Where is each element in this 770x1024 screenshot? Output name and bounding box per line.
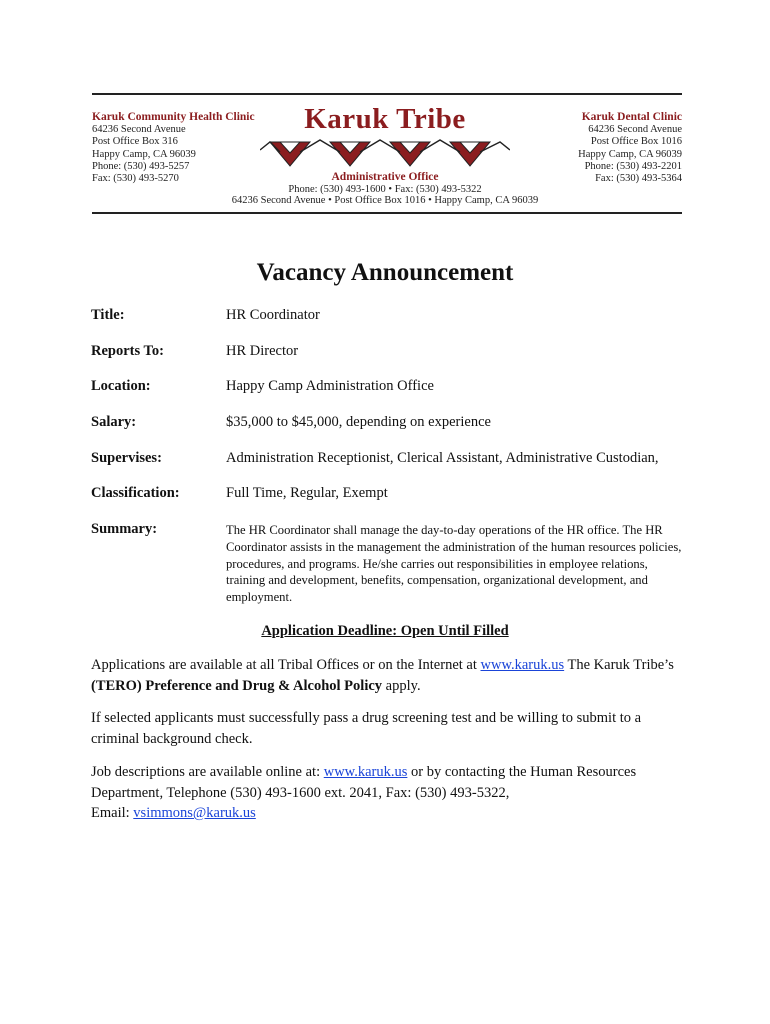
application-deadline: Application Deadline: Open Until Filled (261, 623, 509, 639)
paragraph-text: Applications are available at all Tribal Offices or on the Internet at (91, 657, 481, 673)
tribe-name: Karuk Tribe (304, 103, 466, 135)
administrative-office-name: Administrative Office (331, 171, 439, 183)
address-line: Fax: (530) 493-5270 (92, 173, 179, 185)
location-value: Happy Camp Administration Office (226, 378, 434, 394)
address-line: Happy Camp, CA 96039 (578, 148, 682, 160)
drug-screening-paragraph: If selected applicants must successfully pass a drug screening test and be willing to submit to a criminal background check. (91, 710, 642, 747)
salary-label: Salary: (91, 414, 137, 430)
community-health-clinic-name: Karuk Community Health Clinic (92, 111, 255, 123)
address-line: Post Office Box 316 (92, 136, 178, 148)
reports-to-label: Reports To: (91, 343, 164, 359)
administrative-office-address: 64236 Second Avenue • Post Office Box 1016 • Happy Camp, CA 96039 (231, 195, 539, 206)
title-label: Title: (91, 307, 125, 323)
letterhead-bottom-rule (92, 212, 682, 214)
letterhead-top-rule (92, 93, 682, 95)
applications-paragraph (91, 655, 691, 696)
address-line: 64236 Second Avenue (92, 124, 186, 136)
address-line: Post Office Box 1016 (590, 136, 682, 148)
address-line: 64236 Second Avenue (588, 124, 682, 136)
supervises-label: Supervises: (91, 450, 162, 466)
dental-clinic-name: Karuk Dental Clinic (581, 111, 682, 123)
classification-label: Classification: (91, 485, 180, 501)
address-line: Happy Camp, CA 96039 (92, 148, 196, 160)
dental-clinic-address (578, 111, 682, 185)
paragraph-text: or by contacting the Human Resources Department, Telephone (530) 493-1600 ext. 2041, Fax: (530) 493-5322, (91, 764, 637, 801)
reports-to-value: HR Director (226, 343, 299, 359)
page-title: Vacancy Announcement (256, 259, 514, 286)
hr-email-link[interactable]: vsimmons@karuk.us (133, 805, 256, 821)
summary-text: The HR Coordinator shall manage the day-to-day operations of the HR office. The HR Coordinator assists in the management the administration of the human resources policies, procedures, and programs. He/she carries out responsibilities in employee relations, training and development, benefits, compensation, organizational development, and employment. (226, 523, 682, 605)
tero-policy-text: (TERO) Preference and Drug & Alcohol Policy (91, 677, 383, 694)
karuk-website-link[interactable]: www.karuk.us (480, 657, 565, 673)
location-label: Location: (91, 378, 151, 394)
paragraph-text: The Karuk Tribe’s (564, 657, 674, 673)
email-label: Email: (91, 805, 134, 821)
address-line: Fax: (530) 493-5364 (595, 173, 682, 185)
salary-value: $35,000 to $45,000, depending on experience (226, 414, 491, 430)
title-value: HR Coordinator (226, 307, 320, 323)
karuk-website-link[interactable]: www.karuk.us (323, 764, 408, 780)
basket-pattern-icon (260, 136, 510, 172)
paragraph-text: Job descriptions are available online at: (91, 764, 324, 780)
supervises-value: Administration Receptionist, Clerical Assistant, Administrative Custodian, (226, 450, 659, 466)
summary-label: Summary: (91, 521, 158, 537)
address-line: Phone: (530) 493-2201 (584, 160, 682, 172)
karuk-tribe-logo (250, 104, 520, 172)
paragraph-text: apply. (382, 677, 421, 694)
classification-value: Full Time, Regular, Exempt (226, 485, 388, 501)
address-line: Phone: (530) 493-5257 (92, 160, 190, 172)
job-descriptions-paragraph (91, 762, 691, 824)
administrative-office-phone: Phone: (530) 493-1600 • Fax: (530) 493-5322 (288, 184, 482, 195)
community-health-clinic-address (92, 111, 255, 185)
